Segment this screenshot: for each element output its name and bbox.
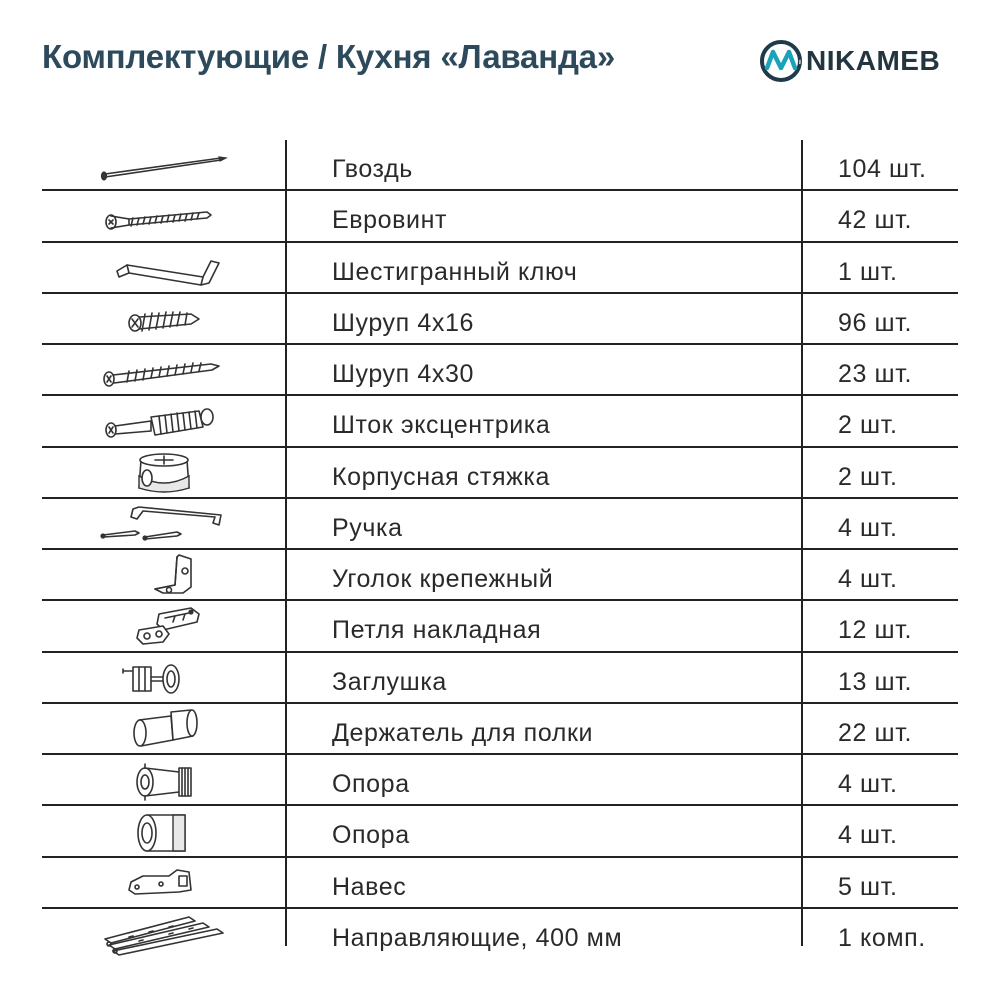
item-name: Шуруп 4х30 [332,360,474,389]
item-name: Направляющие, 400 мм [332,923,623,952]
item-qty: 4 шт. [838,821,898,850]
screw-long-icon [99,348,229,394]
item-qty: 42 шт. [838,206,913,235]
item-qty: 4 шт. [838,565,898,594]
page-title: Комплектующие / Кухня «Лаванда» [42,38,615,75]
item-name: Петля накладная [332,616,542,645]
euro-screw-icon [99,194,229,240]
nikameb-logo-icon [758,38,804,84]
item-name: Шуруп 4х16 [332,308,474,337]
item-name: Гвоздь [332,155,413,184]
item-qty: 23 шт. [838,360,913,389]
item-qty: 104 шт. [838,155,927,184]
nail-icon [99,143,229,189]
parts-table [42,140,958,960]
hinge-icon [99,604,229,650]
table-row [42,191,958,242]
item-name: Держатель для полки [332,718,594,747]
table-row [42,704,958,755]
item-name: Уголок крепежный [332,565,554,594]
item-qty: 2 шт. [838,411,898,440]
item-name: Ручка [332,513,403,542]
handle-icon [99,501,229,547]
table-row [42,243,958,294]
item-name: Опора [332,821,410,850]
screw-short-icon [99,296,229,342]
table-row [42,909,958,960]
table-row [42,140,958,191]
drawer-runners-icon [99,911,229,957]
item-name: Корпусная стяжка [332,462,551,491]
hanger-plate-icon [99,860,229,906]
item-qty: 5 шт. [838,872,898,901]
table-row [42,806,958,857]
item-name: Навес [332,872,407,901]
item-name: Евровинт [332,206,448,235]
table-row [42,448,958,499]
item-qty: 12 шт. [838,616,913,645]
table-row [42,294,958,345]
table-row [42,550,958,601]
item-qty: 1 комп. [838,923,926,952]
corner-bracket-icon [99,553,229,599]
item-qty: 13 шт. [838,667,913,696]
table-row [42,858,958,909]
item-qty: 96 шт. [838,308,913,337]
item-name: Заглушка [332,667,447,696]
item-qty: 22 шт. [838,718,913,747]
table-row [42,755,958,806]
leg-sleeve-icon [99,809,229,855]
eccentric-rod-icon [99,399,229,445]
item-qty: 1 шт. [838,257,898,286]
item-qty: 4 шт. [838,513,898,542]
cam-lock-icon [99,450,229,496]
table-row [42,345,958,396]
item-qty: 2 шт. [838,462,898,491]
item-name: Шток эксцентрика [332,411,551,440]
table-row [42,499,958,550]
shelf-support-icon [99,706,229,752]
item-qty: 4 шт. [838,770,898,799]
logo-text: NIKAMEB [806,45,941,76]
brand-logo [758,38,940,84]
item-name: Шестигранный ключ [332,257,578,286]
table-row [42,601,958,652]
table-row [42,396,958,447]
adjustable-leg-icon [99,758,229,804]
item-name: Опора [332,770,410,799]
hex-key-icon [99,245,229,291]
cap-plug-icon [99,655,229,701]
table-row [42,653,958,704]
